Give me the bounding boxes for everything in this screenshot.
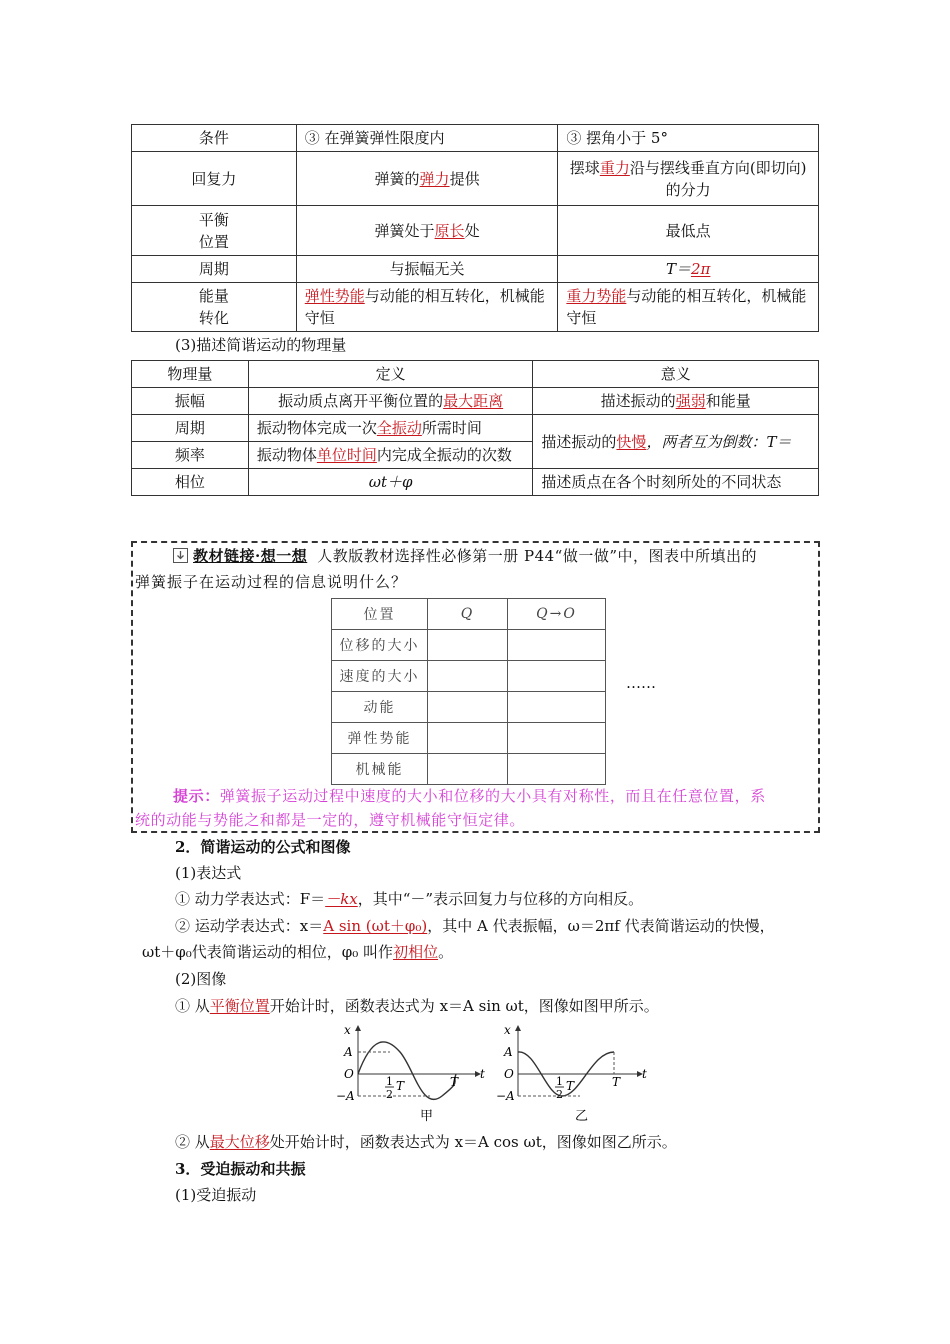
empty-cell <box>508 754 606 785</box>
period-label: T <box>612 1075 621 1089</box>
spring-cell <box>296 125 558 152</box>
pendulum-cell <box>558 256 819 283</box>
axis-t-label: t <box>480 1067 485 1081</box>
subsection-title: (2)图像 <box>175 970 227 988</box>
hint-line-1 <box>173 784 766 808</box>
axis-x-label: x <box>504 1023 511 1037</box>
cell-text: T＝ <box>665 260 691 278</box>
empty-cell <box>428 692 508 723</box>
origin-label: O <box>344 1067 354 1081</box>
callout-title: 教材链接·想一想 <box>193 547 308 565</box>
label-line: 位置 <box>198 232 229 251</box>
definition-cell <box>248 415 533 442</box>
row-label: 位移的大小 <box>332 630 428 661</box>
kinematics-formula-line-2 <box>142 940 453 964</box>
info-table <box>331 598 606 785</box>
table-row <box>332 630 606 661</box>
row-label: 弹性势能 <box>332 723 428 754</box>
cell-text: 振动物体完成一次 <box>256 419 377 437</box>
graph-note-2 <box>175 1130 677 1154</box>
empty-cell <box>428 754 508 785</box>
answer-blank: 最大位移 <box>209 1133 270 1151</box>
section-3-title: 3．受迫振动和共振 <box>175 1160 306 1178</box>
cell-text: 振动质点离开平衡位置的 <box>278 392 444 410</box>
cell-text: 与动能的相互转化，机械能守恒 <box>566 287 807 327</box>
table-row <box>132 388 819 415</box>
cell-text: 和能量 <box>705 392 751 410</box>
cell-text: 内完成全振动的次数 <box>376 446 512 464</box>
pendulum-cell <box>558 283 819 332</box>
answer-blank: 全振动 <box>376 419 422 437</box>
text: ，其中“－”表示回复力与位移的方向相反。 <box>357 890 644 908</box>
neg-amplitude-label: −A <box>336 1089 355 1103</box>
column-header: 意义 <box>533 361 819 388</box>
spring-cell: 与振幅无关 <box>296 256 558 283</box>
text: 开始计时，函数表达式为 x＝A sin ωt，图像如图甲所示。 <box>269 997 659 1015</box>
oscillator-comparison-table <box>131 124 819 332</box>
answer-blank: 弹性势能 <box>304 287 365 305</box>
hint-label: 提示： <box>173 787 220 805</box>
column-header: 定义 <box>248 361 533 388</box>
half-denominator: 2 <box>386 1088 393 1101</box>
row-label: 相位 <box>132 469 249 496</box>
cell-text: 沿与摆线垂直方向(即切向)的分力 <box>629 158 807 199</box>
answer-blank: 初相位 <box>393 943 439 961</box>
cell-text: ③ 摆角小于 5° <box>566 129 668 147</box>
table-row <box>332 754 606 785</box>
half-period-T: T <box>566 1079 575 1093</box>
cell-text: 所需时间 <box>421 419 482 437</box>
answer-blank: 重力 <box>599 158 630 177</box>
empty-cell <box>508 661 606 692</box>
empty-cell <box>428 723 508 754</box>
cell-text: 弹簧的 <box>374 169 420 188</box>
text: 处开始计时，函数表达式为 x＝A cos ωt，图像如图乙所示。 <box>269 1133 677 1151</box>
half-denominator: 2 <box>556 1088 563 1101</box>
empty-cell <box>428 661 508 692</box>
axis-x-label: x <box>344 1023 351 1037</box>
sine-graph-figure <box>330 1022 660 1128</box>
table-row <box>132 283 819 332</box>
pendulum-cell <box>558 152 819 206</box>
textbook-link-callout <box>131 541 820 833</box>
table-row <box>132 415 819 442</box>
cell-text: ，两者互为倒数：T＝ <box>646 432 792 451</box>
label-line: 能量 <box>198 287 229 305</box>
text: ωt＋φ₀代表简谐运动的相位，φ₀ 叫作 <box>142 943 394 961</box>
table-row <box>132 206 819 256</box>
answer-blank: 重力势能 <box>566 287 627 305</box>
neg-amplitude-label: −A <box>496 1089 515 1103</box>
caption-a: 甲 <box>420 1109 434 1124</box>
answer-blank: 平衡位置 <box>209 997 270 1015</box>
cell-text: 振动物体 <box>256 446 317 464</box>
cell-text: 处 <box>464 221 480 240</box>
table-row <box>132 256 819 283</box>
table-row <box>332 692 606 723</box>
cell-text: 与动能的相互转化，机械能守恒 <box>304 287 545 327</box>
subsection-title: (1)表达式 <box>175 864 242 882</box>
row-label: 频率 <box>132 442 249 469</box>
empty-cell <box>508 723 606 754</box>
row-label: 速度的大小 <box>332 661 428 692</box>
axis-t-label: t <box>642 1067 647 1081</box>
column-header: 位置 <box>332 599 428 630</box>
hint-text: 弹簧振子运动过程中速度的大小和位移的大小具有对称性，而且在任意位置，系 <box>219 787 766 805</box>
row-label <box>132 283 297 332</box>
row-label: 振幅 <box>132 388 249 415</box>
row-label: 回复力 <box>132 152 297 206</box>
row-label <box>132 206 297 256</box>
text: ① 从 <box>175 997 210 1015</box>
graph-note-1 <box>175 994 659 1018</box>
half-period-T: T <box>396 1079 405 1093</box>
half-numerator: 1 <box>556 1075 563 1088</box>
text: ，其中 A 代表振幅，ω＝2πf 代表简谐运动的快慢， <box>427 917 775 935</box>
answer-blank: 原长 <box>434 221 465 240</box>
answer-blank: 快慢 <box>616 432 647 451</box>
table-header-row <box>332 599 606 630</box>
meaning-cell: 描述质点在各个时刻所处的不同状态 <box>533 469 819 496</box>
caption-b: 乙 <box>575 1109 589 1124</box>
question-line-2: 弹簧振子在运动过程的信息说明什么？ <box>135 573 408 591</box>
definition-cell <box>248 442 533 469</box>
text: ② 运动学表达式：x＝ <box>175 917 324 935</box>
subsection-title: (1)受迫振动 <box>175 1186 257 1204</box>
table-row <box>332 661 606 692</box>
question-text: 人教版教材选择性必修第一册 P44“做一做”中，图表中所填出的 <box>317 547 758 565</box>
section-2-title: 2．简谐运动的公式和图像 <box>175 838 351 856</box>
meaning-cell <box>533 415 819 469</box>
table-row <box>332 723 606 754</box>
table-row <box>132 125 819 152</box>
row-label: 动能 <box>332 692 428 723</box>
download-icon <box>173 548 188 563</box>
callout-question <box>193 544 757 568</box>
definition-cell <box>248 388 533 415</box>
quantities-table <box>131 360 819 496</box>
meaning-cell <box>533 388 819 415</box>
spring-cell <box>296 152 558 206</box>
answer-blank: A sin (ωt＋φ₀) <box>323 917 428 935</box>
answer-blank: 2π <box>690 260 711 278</box>
hint-line-2: 统的动能与势能之和都是一定的，遵守机械能守恒定律。 <box>135 811 526 829</box>
answer-blank: 弹力 <box>419 169 450 188</box>
amplitude-label: A <box>504 1045 513 1059</box>
half-numerator: 1 <box>386 1075 393 1088</box>
period-label: T <box>450 1075 459 1089</box>
spring-cell <box>296 206 558 256</box>
cell-text: 提供 <box>449 169 480 188</box>
row-label: 机械能 <box>332 754 428 785</box>
pendulum-cell: 最低点 <box>558 206 819 256</box>
answer-blank: 最大距离 <box>443 392 504 410</box>
section-title: (3)描述简谐运动的物理量 <box>175 336 347 354</box>
label-line: 平衡 <box>198 210 229 229</box>
answer-blank: －kx <box>325 890 358 908</box>
text: 。 <box>438 943 454 961</box>
spring-cell <box>296 283 558 332</box>
empty-cell <box>428 630 508 661</box>
cell-text: 摆球 <box>569 158 600 177</box>
column-header: 物理量 <box>132 361 249 388</box>
table-row <box>132 469 819 496</box>
ellipsis: …… <box>626 674 656 692</box>
text: ① 动力学表达式：F＝ <box>175 890 326 908</box>
empty-cell <box>508 630 606 661</box>
empty-cell <box>508 692 606 723</box>
row-label: 条件 <box>132 125 297 152</box>
answer-blank: 单位时间 <box>316 446 377 464</box>
amplitude-label: A <box>344 1045 353 1059</box>
pendulum-cell <box>558 125 819 152</box>
row-label: 周期 <box>132 256 297 283</box>
answer-blank: 强弱 <box>675 392 706 410</box>
label-line: 转化 <box>198 309 229 327</box>
cell-text: 描述振动的 <box>600 392 676 410</box>
graph-a <box>336 1023 485 1124</box>
cell-text: ③ 在弹簧弹性限度内 <box>304 129 445 147</box>
row-label: 周期 <box>132 415 249 442</box>
definition-cell: ωt＋φ <box>248 469 533 496</box>
text: ② 从 <box>175 1133 210 1151</box>
table-header-row <box>132 361 819 388</box>
graph-b <box>496 1023 647 1124</box>
kinematics-formula <box>175 914 775 938</box>
column-header: Q→O <box>508 599 606 630</box>
dynamics-formula <box>175 887 643 911</box>
column-header: Q <box>428 599 508 630</box>
cell-text: 弹簧处于 <box>374 221 435 240</box>
cell-text: 描述振动的 <box>541 432 617 451</box>
origin-label: O <box>504 1067 514 1081</box>
table-row <box>132 152 819 206</box>
